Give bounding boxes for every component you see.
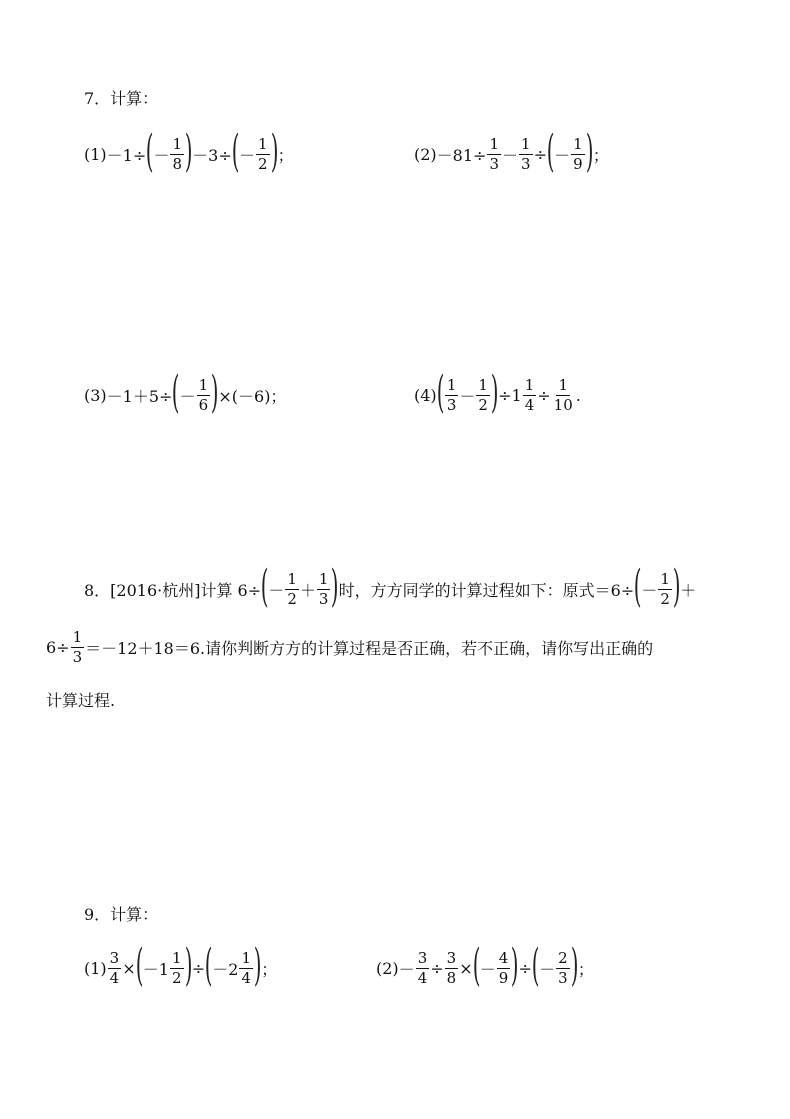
q8-line1: 8．[2016·杭州]计算 6÷ ( － $\frac{1}{2}$ ＋ $\frac{1}{3}$ ) 时，方方同学的计算过程如下：原式＝6÷ ( － $\frac{1}{2}$ ) ＋ <box>84 561 697 612</box>
fraction: $\frac{3}{8}$ <box>446 948 457 987</box>
q7-part1: (1) －1÷ ( － $\frac{1}{8}$ ) －3÷ ( － $\frac{1}{2}$ ) ； <box>84 126 294 177</box>
fraction: $\frac{1}{3}$ <box>72 628 83 666</box>
q9-part1: (1) $\frac{3}{4}$ × ( －1 $\frac{1}{2}$ ) ÷ ( －2 $\frac{1}{4}$ ) ； <box>84 940 278 991</box>
fraction: $\frac{1}{4}$ <box>524 375 535 414</box>
q8-line2: 6÷ $\frac{1}{3}$ ＝－12＋18＝6.请你判断方方的计算过程是否正确，若不正确，请你写出正确的 <box>46 628 654 666</box>
fraction: $\frac{1}{9}$ <box>573 134 583 173</box>
fraction: $\frac{1}{2}$ <box>257 134 268 173</box>
q7-heading: 7．计算： <box>84 89 159 108</box>
q9-part2: (2) － $\frac{3}{4}$ ÷ $\frac{3}{8}$ × ( － $\frac{4}{9}$ ) ÷ ( － $\frac{2}{3}$ ) ； <box>376 940 594 991</box>
fraction: $\frac{1}{8}$ <box>172 134 182 173</box>
fraction: $\frac{1}{10}$ <box>553 375 573 414</box>
fraction: $\frac{1}{4}$ <box>241 948 252 987</box>
fraction: $\frac{3}{4}$ <box>109 948 120 987</box>
q9-heading: 9．计算： <box>84 905 159 924</box>
q7-part3: (3) －1＋5÷ ( － $\frac{1}{6}$ ) ×(－6)； <box>84 367 287 418</box>
fraction: $\frac{1}{6}$ <box>198 375 209 414</box>
fraction: $\frac{1}{3}$ <box>489 134 499 173</box>
fraction: $\frac{1}{2}$ <box>478 375 488 414</box>
fraction: $\frac{1}{2}$ <box>660 569 670 608</box>
q7-part2: (2) －81÷ $\frac{1}{3}$ － $\frac{1}{3}$ ÷ ( － $\frac{1}{9}$ ) ； <box>414 126 609 177</box>
q8-line3: 计算过程. <box>46 691 116 710</box>
fraction: $\frac{3}{4}$ <box>417 948 428 987</box>
fraction: $\frac{1}{3}$ <box>446 375 457 414</box>
fraction: $\frac{4}{9}$ <box>498 948 509 987</box>
fraction: $\frac{2}{3}$ <box>558 948 568 987</box>
fraction: $\frac{1}{3}$ <box>521 134 531 173</box>
fraction: $\frac{1}{2}$ <box>171 948 182 987</box>
q7-part4: (4) ( $\frac{1}{3}$ － $\frac{1}{2}$ ) ÷1 $\frac{1}{4}$ ÷ $\frac{1}{10}$ . <box>414 367 581 418</box>
fraction: $\frac{1}{3}$ <box>318 569 329 608</box>
fraction: $\frac{1}{2}$ <box>287 569 297 608</box>
